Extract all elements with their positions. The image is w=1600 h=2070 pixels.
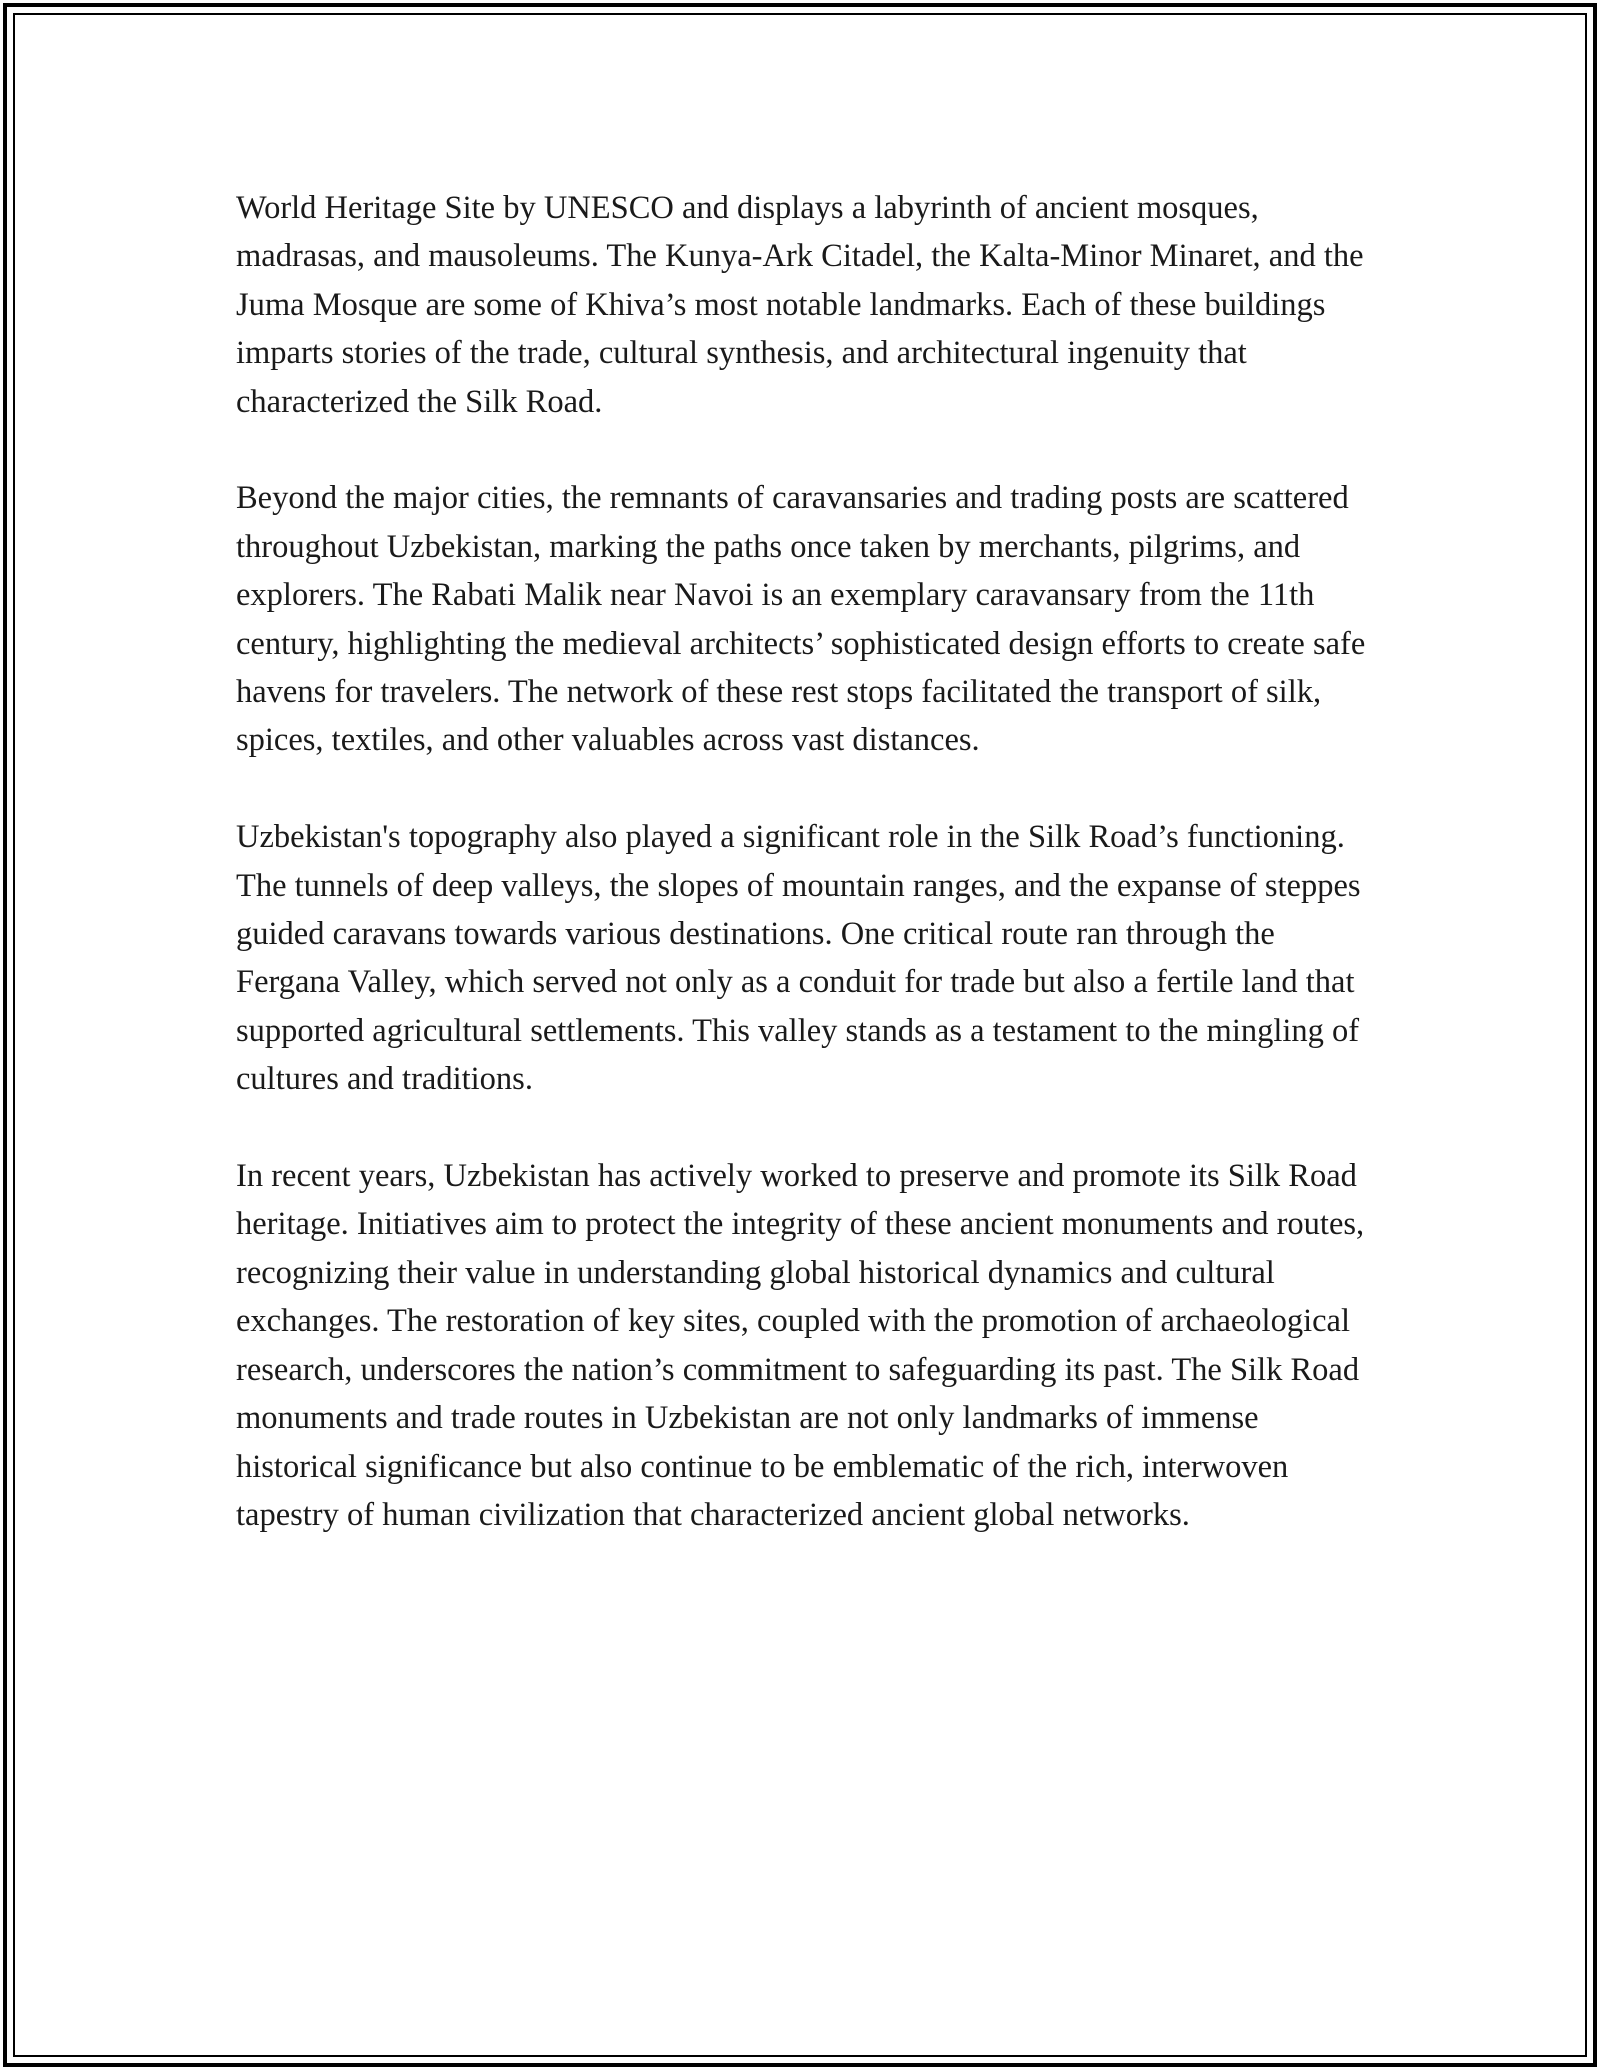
paragraph: Uzbekistan's topography also played a significant role in the Silk Road’s functioning. The tunnels of deep valleys, the slopes of mountain ranges, and the expanse of steppes guided caravans towards various destinations. One critical route ran through the Fergana Valley, which served not only as a conduit for trade but also a fertile land that supported agricultural settlements. This valley stands as a testament to the mingling of cultures and traditions. <box>236 819 1361 1098</box>
paragraph: In recent years, Uzbekistan has actively worked to preserve and promote its Silk Road heritage. Initiatives aim to protect the integrity of these ancient monuments and routes, recognizing their value in understanding global historical dynamics and cultural exchanges. The restoration of key sites, coupled with the promotion of archaeological research, underscores the nation’s commitment to safeguarding its past. The Silk Road monuments and trade routes in Uzbekistan are not only landmarks of immense historical significance but also continue to be emblematic of the rich, interwoven tapestry of human civilization that characterized ancient global networks. <box>236 1158 1365 1533</box>
paragraph: World Heritage Site by UNESCO and displays a labyrinth of ancient mosques, madrasas, and mausoleums. The Kunya-Ark Citadel, the Kalta-Minor Minaret, and the Juma Mosque are some of Khiva’s most notable landmarks. Each of these buildings imparts stories of the trade, cultural synthesis, and architectural ingenuity that characterized the Silk Road. <box>236 190 1364 420</box>
paragraph: Beyond the major cities, the remnants of caravansaries and trading posts are scattered throughout Uzbekistan, marking the paths once taken by merchants, pilgrims, and explorers. The Rabati Malik near Navoi is an exemplary caravansary from the 11th century, highlighting the medieval architects’ sophisticated design efforts to create safe havens for travelers. The network of these rest stops facilitated the transport of silk, spices, textiles, and other valuables across vast distances. <box>236 480 1366 759</box>
document-body <box>236 184 1376 1588</box>
